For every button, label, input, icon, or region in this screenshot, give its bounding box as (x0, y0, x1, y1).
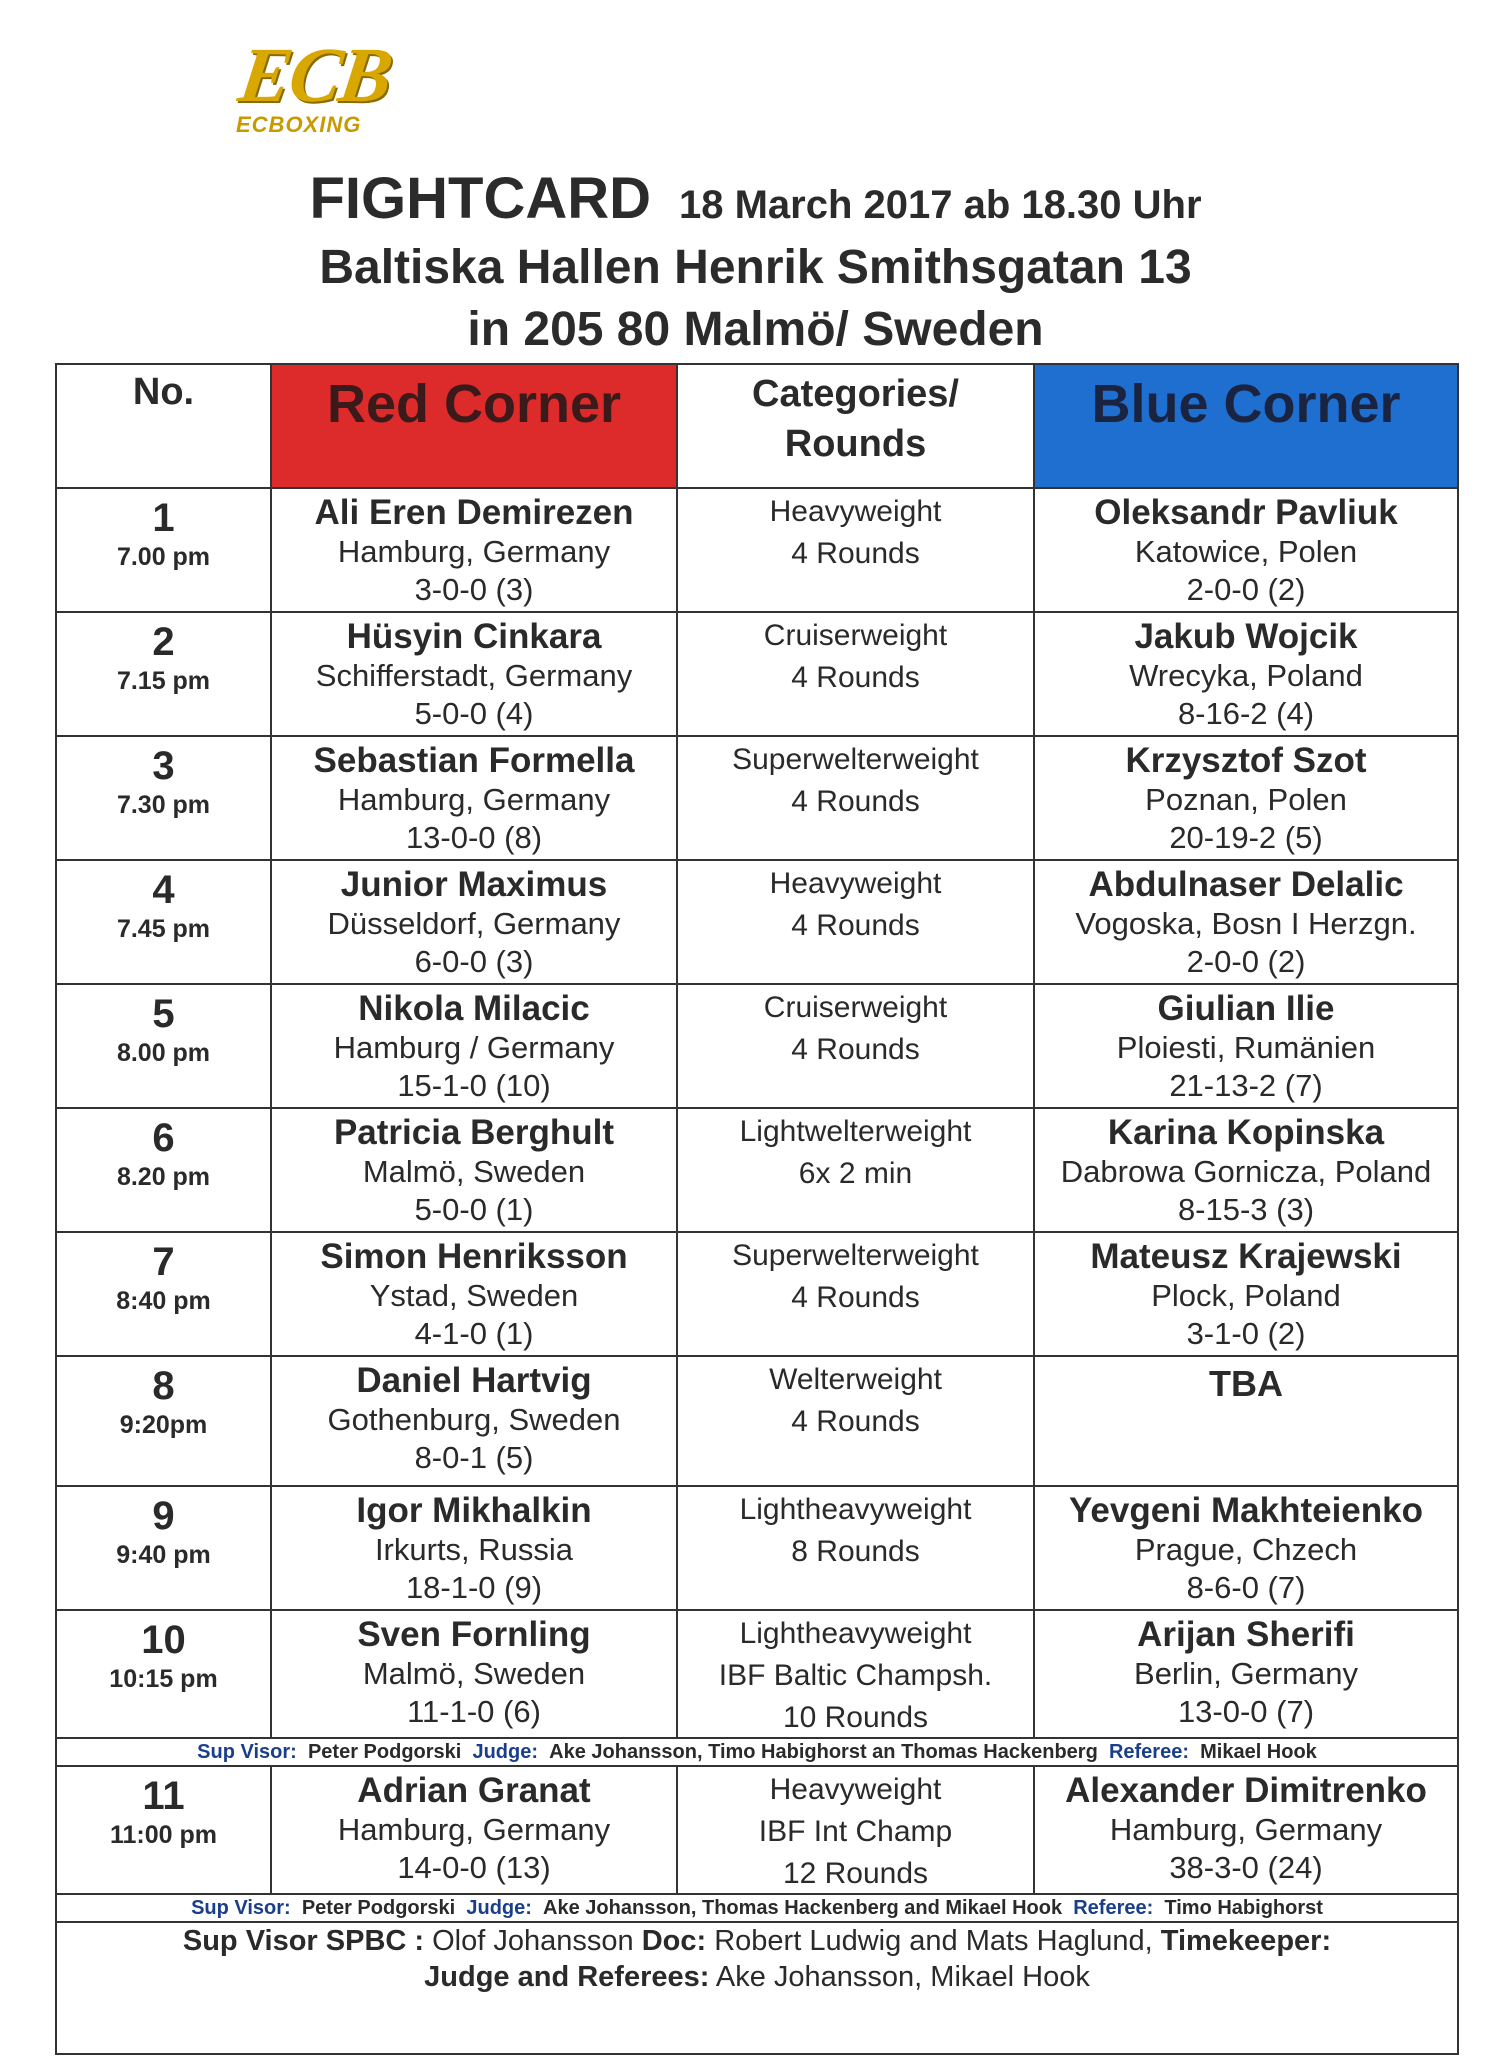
red-fighter-record: 11-1-0 (6) (407, 1694, 541, 1729)
red-fighter-name: Daniel Hartvig (356, 1361, 592, 1400)
category-line: Lightheavyweight (739, 1493, 972, 1526)
blue-fighter-location: Poznan, Polen (1145, 782, 1347, 817)
fight-time: 9:40 pm (116, 1541, 211, 1569)
blue-fighter-name: Krzysztof Szot (1125, 741, 1367, 780)
category-line: Cruiserweight (763, 991, 948, 1024)
red-fighter-record: 3-0-0 (3) (414, 572, 534, 607)
fight-number-cell (56, 1356, 271, 1486)
supvisor-label: Sup Visor: (191, 1897, 291, 1919)
referee-name: Mikael Hook (1200, 1741, 1317, 1763)
red-fighter-location: Düsseldorf, Germany (327, 906, 621, 941)
category-line: Superwelterweight (732, 1239, 979, 1272)
red-fighter-name: Patricia Berghult (333, 1113, 615, 1152)
footer-supvisor: Olof Johansson (432, 1925, 634, 1957)
logo-subtitle: ECBOXING (236, 112, 362, 137)
fight-row (56, 736, 1458, 860)
category-cell (677, 1108, 1034, 1232)
fightcard-table (55, 363, 1459, 2055)
red-fighter-name: Sven Fornling (357, 1615, 591, 1654)
category-cell (677, 736, 1034, 860)
red-fighter-location: Hamburg, Germany (337, 1812, 611, 1847)
blue-fighter-location: Katowice, Polen (1134, 534, 1358, 569)
category-line: Superwelterweight (732, 743, 979, 776)
footer-row (56, 1922, 1458, 2054)
category-cell (677, 984, 1034, 1108)
red-corner-cell (271, 1486, 677, 1610)
category-cell (677, 1356, 1034, 1486)
column-header-categories (677, 364, 1034, 488)
judge-names: Ake Johansson, Thomas Hackenberg and Mikael Hook (543, 1897, 1063, 1919)
blue-fighter-record: 8-15-3 (3) (1177, 1192, 1315, 1227)
officials-cell (56, 1738, 1458, 1766)
footer-cell (56, 1922, 1458, 2054)
category-line: 4 Rounds (791, 661, 920, 694)
fight-row (56, 860, 1458, 984)
ecb-logo (233, 30, 397, 140)
fight-time: 7.00 pm (116, 543, 211, 571)
red-fighter-record: 18-1-0 (9) (405, 1570, 543, 1605)
blue-fighter-name: Abdulnaser Delalic (1088, 865, 1404, 904)
column-header-categories-line1: Categories/ (752, 373, 959, 415)
blue-corner-cell (1034, 1766, 1458, 1894)
red-fighter-location: Ystad, Sweden (369, 1278, 579, 1313)
footer-line-1 (57, 1923, 1457, 1959)
footer-supvisor-label: Sup Visor SPBC : (182, 1925, 425, 1957)
blue-fighter-record: 13-0-0 (7) (1177, 1694, 1315, 1729)
blue-fighter-record: 38-3-0 (24) (1169, 1850, 1323, 1885)
footer-doc: Robert Ludwig and Mats Haglund, (714, 1925, 1153, 1957)
fight-number-cell (56, 488, 271, 612)
fight-time: 8.20 pm (116, 1163, 211, 1191)
category-line: Heavyweight (769, 1773, 942, 1806)
blue-corner-cell (1034, 1486, 1458, 1610)
red-corner-cell (271, 1232, 677, 1356)
red-corner-cell (271, 1610, 677, 1738)
blue-corner-cell: TBA (1034, 1356, 1458, 1486)
red-fighter-name: Ali Eren Demirezen (314, 493, 634, 532)
category-line: Heavyweight (769, 495, 942, 528)
category-line: 4 Rounds (791, 1281, 920, 1314)
blue-corner-cell (1034, 488, 1458, 612)
fight-time: 7.15 pm (116, 667, 211, 695)
category-line: 4 Rounds (791, 1033, 920, 1066)
category-line: 10 Rounds (782, 1701, 929, 1734)
category-line: Welterweight (769, 1363, 942, 1396)
red-fighter-record: 4-1-0 (1) (414, 1316, 534, 1351)
red-corner-cell (271, 984, 677, 1108)
blue-fighter-name: Arijan Sherifi (1137, 1615, 1355, 1654)
judge-names: Ake Johansson, Timo Habighorst an Thomas Hackenberg (549, 1741, 1098, 1763)
blue-fighter-name: Yevgeni Makhteienko (1068, 1491, 1424, 1530)
blue-fighter-name: Giulian Ilie (1157, 989, 1335, 1028)
fight-number: 11 (142, 1774, 185, 1818)
red-fighter-name: Nikola Milacic (358, 989, 590, 1028)
column-header-categories-line2: Rounds (784, 423, 927, 465)
red-corner-cell (271, 860, 677, 984)
blue-corner-cell (1034, 1610, 1458, 1738)
fight-row (56, 1108, 1458, 1232)
fight-number: 2 (152, 620, 175, 664)
category-line: 4 Rounds (791, 537, 920, 570)
red-corner-cell (271, 1766, 677, 1894)
column-header-no: No. (56, 364, 271, 488)
fight-number: 7 (152, 1240, 175, 1284)
red-fighter-record: 5-0-0 (1) (414, 1192, 534, 1227)
red-corner-cell (271, 1356, 677, 1486)
blue-fighter-record: 20-19-2 (5) (1169, 820, 1323, 855)
title-line (0, 165, 1511, 232)
event-date: 18 March 2017 ab 18.30 Uhr (678, 183, 1202, 227)
category-line: IBF Baltic Champsh. (718, 1659, 993, 1692)
category-cell (677, 612, 1034, 736)
category-cell (677, 1232, 1034, 1356)
red-fighter-name: Igor Mikhalkin (356, 1491, 592, 1530)
fight-number: 5 (152, 992, 175, 1036)
blue-corner-cell (1034, 1108, 1458, 1232)
fight-number: 3 (152, 744, 175, 788)
officials-cell (56, 1894, 1458, 1922)
red-fighter-name: Simon Henriksson (320, 1237, 628, 1276)
fight-number-cell (56, 1108, 271, 1232)
column-header-red-corner: Red Corner (271, 364, 677, 488)
red-fighter-record: 14-0-0 (13) (397, 1850, 551, 1885)
red-fighter-name: Hüsyin Cinkara (346, 617, 602, 656)
blue-fighter-record: 21-13-2 (7) (1169, 1068, 1323, 1103)
fight-row (56, 1486, 1458, 1610)
red-fighter-name: Sebastian Formella (313, 741, 635, 780)
fight-time: 7.45 pm (116, 915, 211, 943)
fight-row (56, 1356, 1458, 1486)
blue-fighter-location: Wrecyka, Poland (1129, 658, 1363, 693)
red-corner-cell (271, 488, 677, 612)
referee-name: Timo Habighorst (1164, 1897, 1323, 1919)
blue-corner-cell (1034, 860, 1458, 984)
fight-time: 9:20pm (119, 1411, 208, 1439)
judge-label: Judge: (466, 1897, 532, 1919)
fight-number-cell (56, 1610, 271, 1738)
fight-number-cell (56, 984, 271, 1108)
fight-row (56, 612, 1458, 736)
category-line: 4 Rounds (791, 785, 920, 818)
red-fighter-location: Malmö, Sweden (362, 1154, 586, 1189)
blue-fighter-name: Alexander Dimitrenko (1065, 1771, 1427, 1810)
category-line: 4 Rounds (791, 909, 920, 942)
fight-number: 1 (152, 496, 175, 540)
column-header-blue-corner: Blue Corner (1034, 364, 1458, 488)
blue-fighter-location: Hamburg, Germany (1109, 1812, 1383, 1847)
category-line: 4 Rounds (791, 1405, 920, 1438)
fight-number-cell (56, 612, 271, 736)
blue-fighter-record: 2-0-0 (2) (1186, 944, 1306, 979)
footer-judge-ref-label: Judge and Referees: (424, 1961, 710, 1993)
blue-fighter-name: Jakub Wojcik (1134, 617, 1358, 656)
category-line: Cruiserweight (763, 619, 948, 652)
blue-corner-cell (1034, 1232, 1458, 1356)
venue-line-1: Baltiska Hallen Henrik Smithsgatan 13 (319, 241, 1192, 294)
fight-number-cell (56, 1766, 271, 1894)
fight-number-cell (56, 1232, 271, 1356)
fight-time: 10:15 pm (109, 1665, 218, 1693)
category-line: 8 Rounds (791, 1535, 920, 1568)
fight-time: 8:40 pm (116, 1287, 211, 1315)
category-cell (677, 860, 1034, 984)
category-line: 12 Rounds (782, 1857, 929, 1890)
category-line: 6x 2 min (798, 1157, 913, 1190)
blue-fighter-location: Vogoska, Bosn I Herzgn. (1075, 906, 1417, 941)
red-fighter-record: 8-0-1 (5) (414, 1440, 534, 1475)
supvisor-label: Sup Visor: (197, 1741, 297, 1763)
red-fighter-name: Adrian Granat (357, 1771, 591, 1810)
blue-corner-cell (1034, 984, 1458, 1108)
fight-row (56, 1610, 1458, 1738)
fight-time: 8.00 pm (116, 1039, 211, 1067)
officials-row (56, 1738, 1458, 1766)
blue-fighter-location: Ploiesti, Rumänien (1116, 1030, 1376, 1065)
category-line: IBF Int Champ (758, 1815, 953, 1848)
red-fighter-location: Hamburg / Germany (333, 1030, 615, 1065)
fight-time: 11:00 pm (109, 1821, 217, 1849)
blue-fighter-record: 8-6-0 (7) (1186, 1570, 1306, 1605)
category-line: Heavyweight (769, 867, 942, 900)
red-fighter-name: Junior Maximus (340, 865, 608, 904)
blue-fighter-name: Karina Kopinska (1107, 1113, 1385, 1152)
blue-fighter-name: Mateusz Krajewski (1090, 1237, 1402, 1276)
referee-label: Referee: (1073, 1897, 1154, 1919)
logo-mark: ECB (233, 31, 397, 118)
footer-line-2 (57, 1959, 1457, 1995)
supvisor-name: Peter Podgorski (301, 1897, 456, 1919)
venue-line-2: in 205 80 Malmö/ Sweden (467, 303, 1044, 356)
category-cell (677, 1610, 1034, 1738)
red-fighter-location: Schifferstadt, Germany (315, 658, 633, 693)
category-line: Lightheavyweight (739, 1617, 972, 1650)
fight-number: 6 (152, 1116, 175, 1160)
judge-label: Judge: (472, 1741, 539, 1763)
fight-row (56, 488, 1458, 612)
fight-number: 10 (141, 1618, 186, 1662)
blue-corner-cell (1034, 612, 1458, 736)
red-fighter-location: Malmö, Sweden (362, 1656, 586, 1691)
fight-number: 8 (152, 1364, 175, 1408)
red-fighter-record: 13-0-0 (8) (405, 820, 543, 855)
red-fighter-location: Gothenburg, Sweden (327, 1402, 621, 1437)
supvisor-name: Peter Podgorski (307, 1741, 462, 1763)
blue-fighter-name: Oleksandr Pavliuk (1094, 493, 1398, 532)
header-row (56, 364, 1458, 488)
blue-fighter-record: 2-0-0 (2) (1186, 572, 1306, 607)
blue-fighter-record: 8-16-2 (4) (1177, 696, 1315, 731)
red-corner-cell (271, 1108, 677, 1232)
fight-row (56, 1232, 1458, 1356)
category-line: Lightwelterweight (739, 1115, 972, 1148)
blue-fighter-location: Dabrowa Gornicza, Poland (1060, 1154, 1432, 1189)
fight-number-cell (56, 736, 271, 860)
category-cell (677, 1486, 1034, 1610)
footer-timekeeper-label: Timekeeper: (1160, 1925, 1332, 1957)
fight-number-cell (56, 1486, 271, 1610)
category-cell (677, 1766, 1034, 1894)
fight-number: 4 (152, 868, 175, 912)
fight-row (56, 1766, 1458, 1894)
referee-label: Referee: (1108, 1741, 1189, 1763)
blue-fighter-location: Prague, Chzech (1134, 1532, 1358, 1567)
fight-time: 7.30 pm (116, 791, 211, 819)
red-fighter-location: Hamburg, Germany (337, 782, 611, 817)
footer-doc-label: Doc: (641, 1925, 707, 1957)
red-corner-cell (271, 612, 677, 736)
red-fighter-location: Hamburg, Germany (337, 534, 611, 569)
red-fighter-record: 5-0-0 (4) (414, 696, 534, 731)
blue-fighter-location: Berlin, Germany (1134, 1656, 1358, 1691)
blue-fighter-record: 3-1-0 (2) (1186, 1316, 1306, 1351)
officials-row (56, 1894, 1458, 1922)
red-fighter-record: 6-0-0 (3) (414, 944, 534, 979)
red-fighter-location: Irkurts, Russia (374, 1532, 574, 1567)
red-fighter-record: 15-1-0 (10) (397, 1068, 551, 1103)
footer-judge-ref: Ake Johansson, Mikael Hook (715, 1961, 1090, 1993)
red-corner-cell (271, 736, 677, 860)
fight-number: 9 (152, 1494, 175, 1538)
fight-row (56, 984, 1458, 1108)
page-title: FIGHTCARD (309, 166, 651, 231)
blue-corner-cell (1034, 736, 1458, 860)
blue-fighter-location: Plock, Poland (1151, 1278, 1341, 1313)
category-cell (677, 488, 1034, 612)
fight-number-cell (56, 860, 271, 984)
